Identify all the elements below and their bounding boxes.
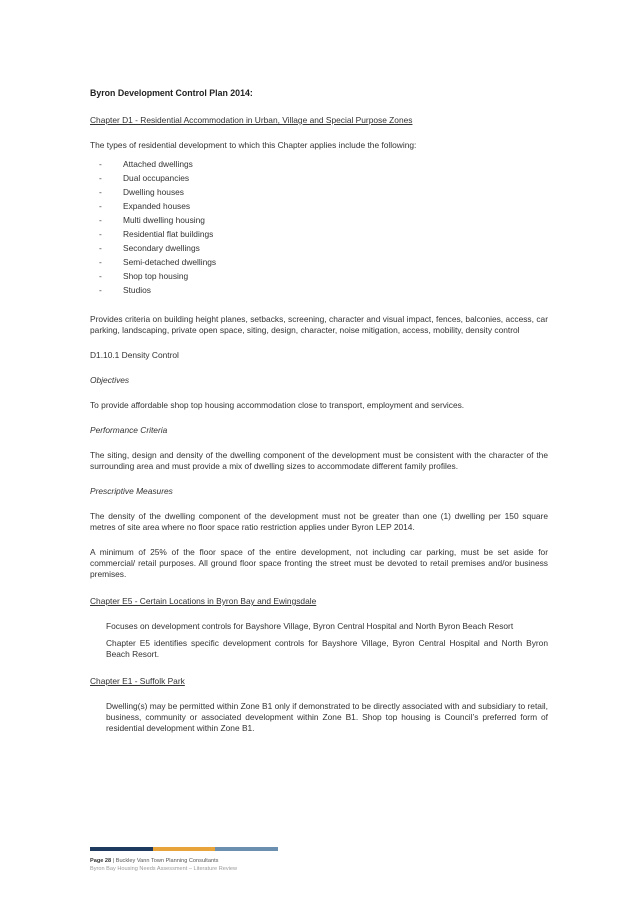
chapter-e5-paragraph-1: Focuses on development controls for Bayshore Village, Byron Central Hospital and North Byron Beach Resort [106, 621, 514, 631]
performance-criteria-text: The siting, design and density of the dwelling component of the development must be consistent with the character of the surrounding area and must provide a mix of dwelling sizes to accommodate different family profiles. [90, 450, 548, 471]
footer-page-line [90, 857, 278, 865]
list-item: - Secondary dwellings [99, 241, 548, 255]
list-item: - Attached dwellings [99, 157, 548, 171]
list-item: - Studios [99, 283, 548, 297]
page-number: Page 28 [90, 858, 112, 864]
company-name: Buckley Vann Town Planning Consultants [115, 858, 219, 864]
chapter-e5-heading: Chapter E5 - Certain Locations in Byron Bay and Ewingsdale [90, 596, 317, 606]
footer-color-bar [90, 847, 278, 851]
list-item: - Residential flat buildings [99, 227, 548, 241]
list-item: - Dwelling houses [99, 185, 548, 199]
prescriptive-measures-text-2: A minimum of 25% of the floor space of the entire development, not including car parking, must be set aside for commercial/ retail purposes. All ground floor space fronting the street must be devoted to retail premises and/or business premises. [90, 547, 548, 579]
prescriptive-measures-text-1: The density of the dwelling component of the development must not be greater than one (1) dwelling per 150 square metres of site area where no floor space ratio restriction applies under Byron LEP 2014. [90, 511, 548, 532]
chapter-e1-paragraph: Dwelling(s) may be permitted within Zone B1 only if demonstrated to be directly associated with and subsidiary to retail, business, community or associated development within Zone B1. Shop top housing is Council’s preferred form of residential development within Zone B1. [106, 701, 548, 733]
performance-criteria-label: Performance Criteria [90, 425, 168, 435]
footer-bar-segment [153, 847, 216, 851]
chapter-e1-heading: Chapter E1 - Suffolk Park [90, 676, 185, 686]
objectives-text: To provide affordable shop top housing accommodation close to transport, employment and services. [90, 400, 465, 410]
objectives-label: Objectives [90, 375, 130, 385]
list-item: - Expanded houses [99, 199, 548, 213]
document-page [90, 88, 548, 734]
footer-separator: | [111, 858, 116, 864]
density-control-section: D1.10.1 Density Control [90, 350, 179, 360]
list-item: - Multi dwelling housing [99, 213, 548, 227]
chapter-d1-intro: The types of residential development to which this Chapter applies include the following: [90, 140, 417, 150]
page-footer [90, 847, 278, 873]
list-item: - Dual occupancies [99, 171, 548, 185]
residential-types-list [90, 157, 548, 297]
document-subtitle: Byron Bay Housing Needs Assessment – Literature Review [90, 866, 238, 872]
chapter-e5-paragraph-2: Chapter E5 identifies specific development controls for Bayshore Village, Byron Central Hospital and North Byron Beach Resort. [106, 638, 548, 659]
list-item: - Semi-detached dwellings [99, 255, 548, 269]
list-item: - Shop top housing [99, 269, 548, 283]
prescriptive-measures-label: Prescriptive Measures [90, 486, 173, 496]
provides-criteria-paragraph: Provides criteria on building height planes, setbacks, screening, character and visual impact, fences, balconies, access, car parking, landscaping, private open space, siting, design, character, noise mitigation, access, mobility, density control [90, 314, 548, 335]
document-heading: Byron Development Control Plan 2014: [90, 88, 253, 98]
footer-bar-segment [215, 847, 278, 851]
chapter-d1-heading: Chapter D1 - Residential Accommodation in Urban, Village and Special Purpose Zones [90, 115, 413, 125]
footer-bar-segment [90, 847, 153, 851]
